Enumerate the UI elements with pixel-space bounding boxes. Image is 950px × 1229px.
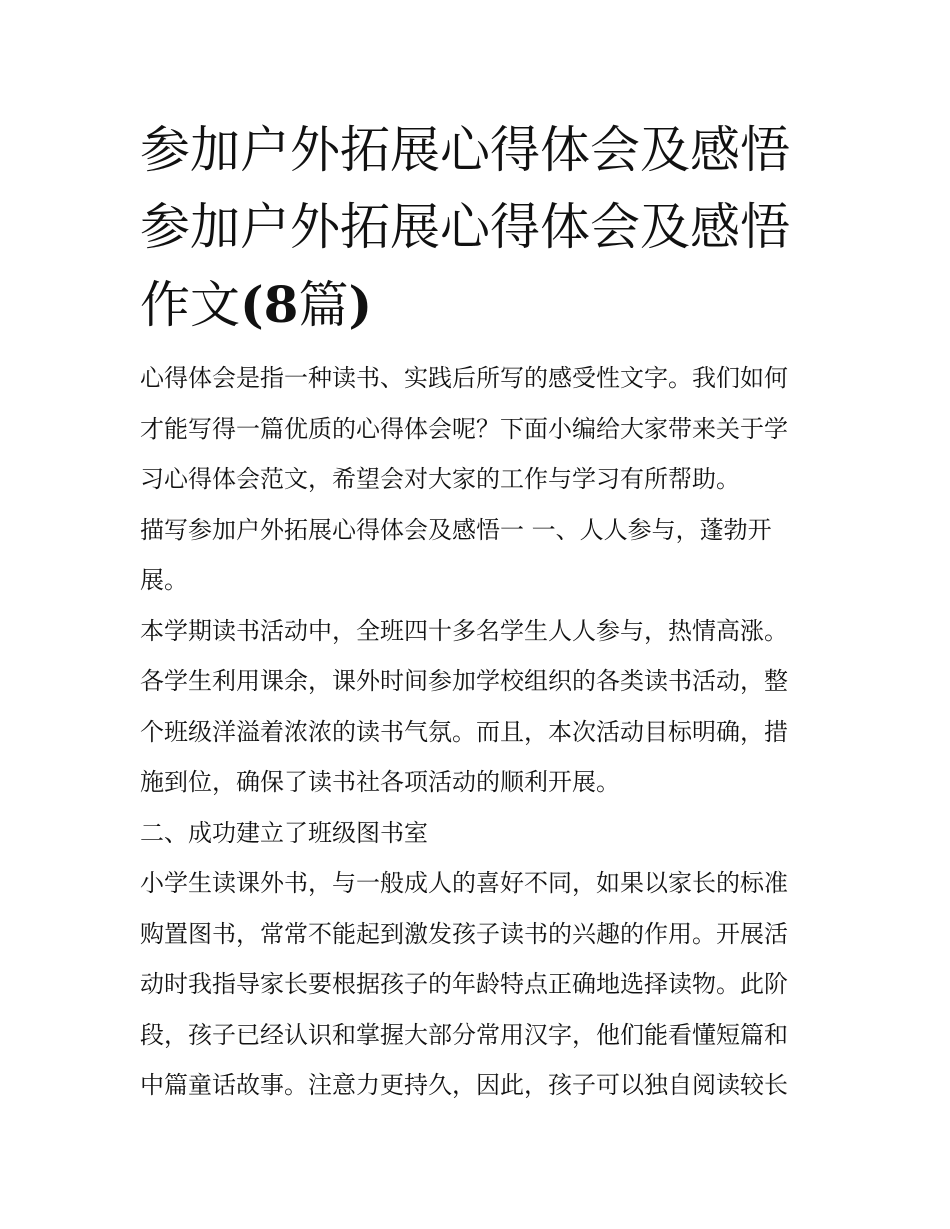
- title-word-pian: 篇: [298, 276, 349, 334]
- paragraph-intro: [140, 353, 820, 505]
- text-line: 心得体会是指一种读书、实践后所写的感受性文字。我们如何: [140, 364, 788, 392]
- title-line-2: 参加户外拓展心得体会及感悟: [140, 198, 790, 256]
- paragraph-section-heading-1: [140, 505, 820, 606]
- text-line: 二、成功建立了班级图书室: [140, 818, 428, 847]
- paragraph-reading-activity: [140, 606, 820, 808]
- text-line: 各学生利用课余，课外时间参加学校组织的各类读书活动，整: [140, 667, 788, 695]
- text-line: 个班级洋溢着浓浓的读书气氛。而且，本次活动目标明确，措: [140, 717, 788, 746]
- title-line-3: [140, 266, 820, 344]
- text-line: 中篇童话故事。注意力更持久，因此，孩子可以独自阅读较长: [140, 1071, 788, 1099]
- text-line: 习心得体会范文，希望会对大家的工作与学习有所帮助。: [140, 465, 740, 493]
- text-line: 本学期读书活动中，全班四十多名学生人人参与，热情高涨。: [140, 616, 788, 645]
- document-body: [140, 353, 820, 1111]
- text-line: 展。: [140, 566, 188, 594]
- text-line: 动时我指导家长要根据孩子的年龄特点正确地选择读物。此阶: [140, 970, 788, 998]
- text-line: 描写参加户外拓展心得体会及感悟一 一、人人参与，蓬勃开: [140, 515, 772, 544]
- title-count-open: (8: [240, 275, 299, 334]
- paragraph-book-selection: [140, 858, 820, 1111]
- paragraph-section-heading-2: [140, 808, 820, 859]
- document-title: [140, 112, 820, 344]
- title-count-close: ): [348, 275, 373, 334]
- text-line: 小学生读课外书，与一般成人的喜好不同，如果以家长的标准: [140, 869, 788, 897]
- text-line: 施到位，确保了读书社各项活动的顺利开展。: [140, 768, 620, 796]
- title-word-zuowen: 作文: [140, 276, 240, 334]
- document-content: [140, 112, 820, 1111]
- title-line-1: 参加户外拓展心得体会及感悟: [140, 121, 790, 179]
- text-line: 购置图书，常常不能起到激发孩子读书的兴趣的作用。开展活: [140, 919, 788, 948]
- text-line: 才能写得一篇优质的心得体会呢？下面小编给大家带来关于学: [140, 414, 788, 443]
- text-line: 段，孩子已经认识和掌握大部分常用汉字，他们能看懂短篇和: [140, 1020, 788, 1049]
